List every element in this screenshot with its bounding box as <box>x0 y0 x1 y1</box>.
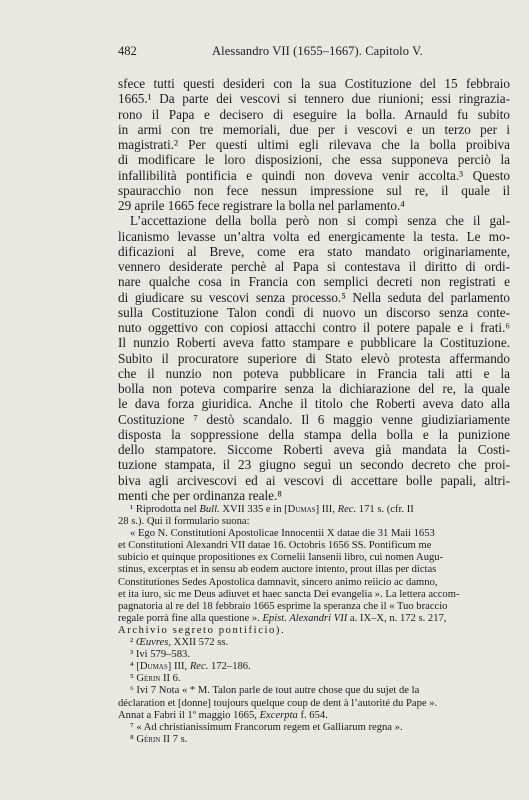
text-line: licanismo levasse un’altra volta ed energicamente la testa. Le mo- <box>118 228 510 244</box>
text-line: magistrati.² Per questi ultimi egli rilevava che la bolla proibiva <box>118 137 510 152</box>
main-text <box>118 76 510 503</box>
footnote-line: déclaration et [donne] toujours quelque coup de dent à l’autorité du Pape ». <box>118 697 438 709</box>
text-line: infallibilità pontificia e quindi non doveva venir accolta.³ Questo <box>118 167 510 183</box>
footnote-4: ⁴ [Dumas] III, Rec. 172–186. <box>130 661 251 673</box>
text-line: 29 aprile 1665 fece registrare la bolla nel parlamento.⁴ <box>118 198 405 213</box>
text-line: disposta la soppressione della stampa della bolla e la punizione <box>118 426 510 442</box>
text-line: 1665.¹ Da parte dei vescovi si tennero due riunioni; essi ringrazia- <box>118 91 510 107</box>
text-line: biva agli arcivescovi ed ai vescovi di accettare bolle papali, altri- <box>118 472 510 488</box>
text-line: L’accettazione della bolla però non si compì senza che il gal- <box>130 213 510 229</box>
footnotes <box>118 504 510 746</box>
footnote-quote-line: et ita iuro, sic me Deus adiuvet et haec sancta Dei evangelia ». La lettera accom- <box>118 588 460 600</box>
footnote-line: 28 s.). Qui il formulario suona: <box>118 516 250 528</box>
text-line: in armi con tre memoriali, due per i vescovi e un terzo per i <box>118 121 510 137</box>
footnote-quote-line: Constitutiones Sedes Apostolica damnavit, sincero animo reiicio ac damno, <box>118 576 438 588</box>
text-line: che il nunzio non poteva pubblicare in Francia tali atti e la <box>118 365 510 381</box>
text-line: nuto oggettivo con copiosi attacchi contro il potere papale e i frati.⁶ <box>118 320 510 335</box>
text-line: rono il Papa e decisero di eseguire la bolla. Arnauld fu subito <box>118 106 510 122</box>
text-line: Subito il procuratore superiore di Stato elevò protesta affermando <box>118 350 510 366</box>
footnote-8: ⁸ Gérin II 7 s. <box>130 733 188 745</box>
footnote-quote-line: Archivio segreto pontificio). <box>118 624 286 636</box>
text-line: menti che per ordinanza reale.⁸ <box>118 487 282 503</box>
text-line: nare qualche cosa in Francia con semplici decreti non registrati e <box>118 274 510 290</box>
footnote-quote-line: pagnatoria al re del 18 febbraio 1665 esprime la speranza che il « Tuo braccio <box>118 600 448 612</box>
text-line: le dava forza giuridica. Anche il titolo che Roberti aveva dato alla <box>118 396 510 412</box>
footnote-1: ¹ Riprodotta nel Bull. XVII 335 e in [Dumas] III, Rec. 171 s. (cfr. II <box>130 504 414 515</box>
footnote-quote-line: « Ego N. Constitutioni Apostolicae Innocentii X datae die 31 Maii 1653 <box>130 528 435 540</box>
footnote-7: ⁷ « Ad christianissimum Francorum regem et Galliarum regna ». <box>130 721 403 733</box>
footnote-6: ⁶ Ivi 7 Nota « * M. Talon parle de tout autre chose que du sujet de la <box>130 685 420 697</box>
text-line: vennero desiderate perchè al Papa si contestava il diritto di ordi- <box>118 259 510 274</box>
text-line: dello stampatore. Siccome Roberti aveva già mandata la Costi- <box>118 442 510 457</box>
footnote-quote-line: subicio et quinque propositiones ex Cornelii Iansenii libro, cui nomen Augu- <box>118 552 444 564</box>
text-line: di giudicare su vescovi senza processo.⁵ Nella seduta del parlamento <box>118 289 510 305</box>
footnote-quote-line: et Constitutioni Alexandri VII datae 16. Octobris 1656 SS. Pontificum me <box>118 540 432 552</box>
footnote-line: Annat a Fabri il 1º maggio 1665, Excerpta f. 654. <box>118 709 328 721</box>
text-line: sulla Costituzione Talon condì di nuovo un discorso senza conte- <box>118 304 510 320</box>
text-line: tuzione stampata, il 23 giugno seguì un secondo decreto che proi- <box>118 457 510 473</box>
page-number: 482 <box>118 44 137 58</box>
running-title: Alessandro VII (1655–1667). Capitolo V. <box>212 44 423 58</box>
text-line: dificazioni al Breve, come era stato mandato originariamente, <box>118 243 510 259</box>
footnote-3: ³ Ivi 579–583. <box>130 649 190 661</box>
footnote-2: ² Œuvres, XXII 572 ss. <box>130 637 229 649</box>
text-line: spauracchio non fece nessun impressione sul re, il quale il <box>118 182 510 198</box>
text-line: Costituzione ⁷ destò scandalo. Il 6 maggio venne giudiziariamente <box>118 411 510 427</box>
text-line: di modificare le loro disposizioni, che essa supponeva perciò la <box>118 152 510 168</box>
footnote-quote-line: regale porrà fine alla questione ». Epist. Alexandri VII a. IX–X, n. 172 s. 217, <box>118 612 447 624</box>
text-line: sfece tutti questi desideri con la sua Costituzione del 15 febbraio <box>118 76 510 91</box>
footnote-quote-line: stinus, excerptas et in sensu ab eodem auctore intento, prout illas per dictas <box>118 564 437 576</box>
text-line: bolla non poteva comparire senza la dichiarazione del re, la quale <box>118 381 510 396</box>
footnote-5: ⁵ Gérin II 6. <box>130 673 181 685</box>
text-line: Il nunzio Roberti aveva fatto stampare e pubblicare la Costituzione. <box>118 335 510 351</box>
page-header <box>118 44 508 60</box>
